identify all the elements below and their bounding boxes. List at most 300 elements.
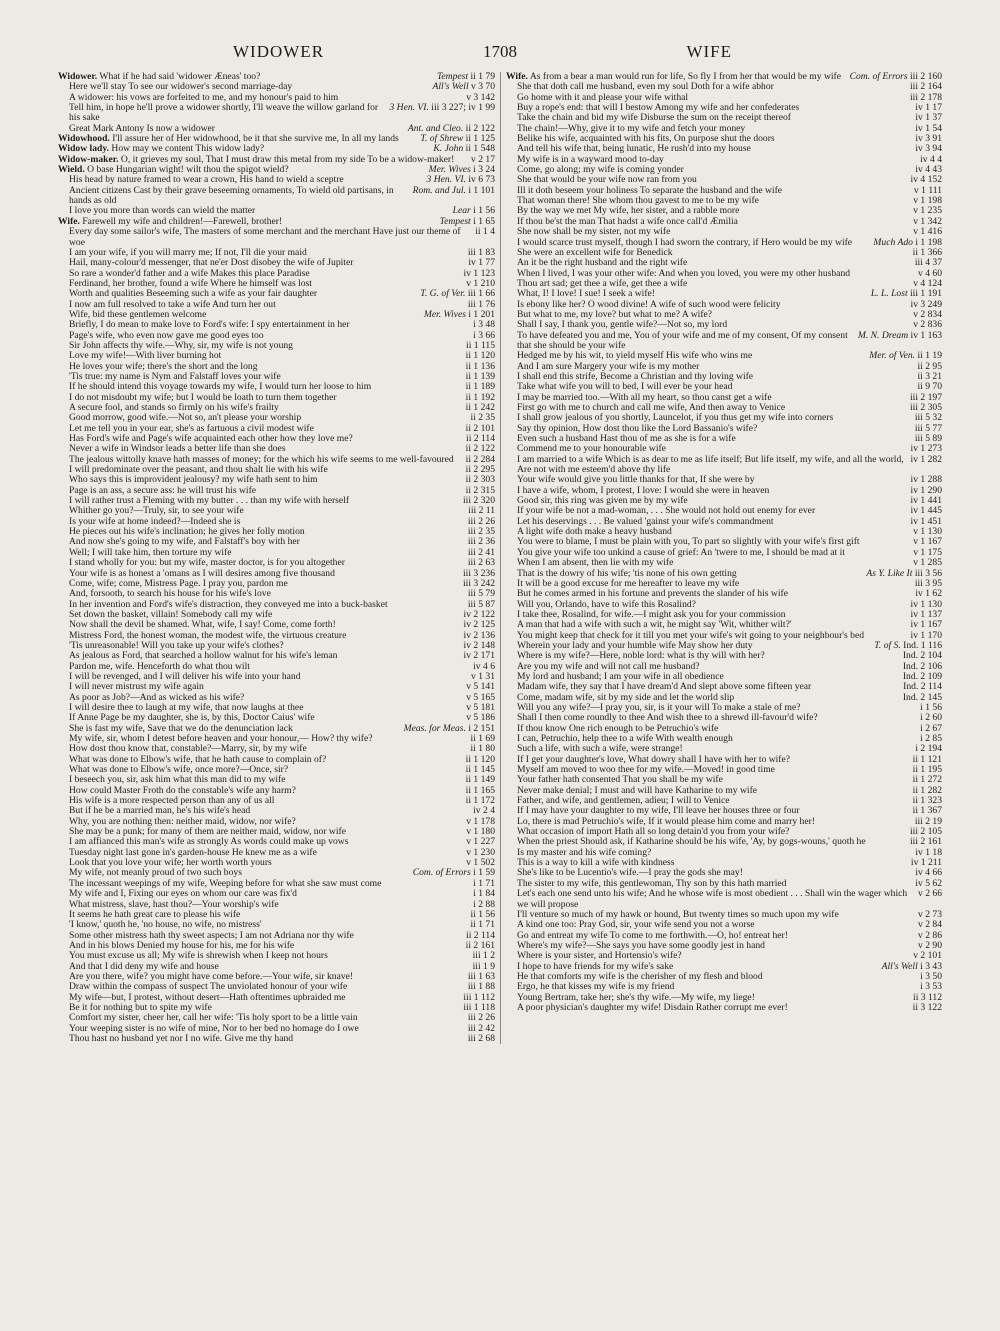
quotation-text: O base Hungarian wight! wilt thou the spigot wield? xyxy=(87,164,289,176)
quotation-text: Let's each one send unto his wife; And he whose wife is most obedient . . . Shall win the wager which we will propose xyxy=(517,888,908,910)
play-title: Ant. and Cleo. xyxy=(407,122,464,134)
quotation-text: She were an excellent wife for Benedick xyxy=(517,246,673,258)
quotation-text: It will be a good excuse for me hereafter to leave my wife xyxy=(517,577,740,589)
quotation-text: 'I know,' quoth he, 'no house, no wife, no mistress' xyxy=(69,919,262,931)
page-number: 1708 xyxy=(483,42,517,61)
quotation-text: Go and entreat my wife To come to me forthwith.—O, ho! entreat her! xyxy=(517,929,788,941)
quotation-text: Belike his wife, acquainted with his fits, On purpose shut the doors xyxy=(517,133,775,145)
act-scene-line: ii 1 165 xyxy=(465,784,495,796)
act-scene-line: iii 2 320 xyxy=(463,495,495,507)
act-scene-line: iv 1 445 xyxy=(910,505,942,517)
citation xyxy=(471,227,495,237)
quotation-text: Is your wife at home indeed?—Indeed she is xyxy=(69,515,241,527)
quotation-text: Whither go you?—Truly, sir, to see your wife xyxy=(69,505,244,517)
quotation-text: This is a way to kill a wife with kindness xyxy=(517,857,675,869)
quotation-text: Where is my wife?—Here, noble lord: what is thy will with her? xyxy=(517,650,765,662)
act-scene-line: i 3 66 xyxy=(473,329,495,341)
quotation-text: Even such a husband Hast thou of me as she is for a wife xyxy=(517,433,736,445)
quotation-text: I beseech you, sir, ask him what this man did to my wife xyxy=(69,774,286,786)
act-scene-line: iii 2 68 xyxy=(467,1032,495,1044)
act-scene-line: i 1 56 xyxy=(473,205,495,217)
right-column xyxy=(500,72,942,1044)
act-scene-line: iv 2 136 xyxy=(463,629,495,641)
act-scene-line: iv 4 6 xyxy=(473,660,495,672)
quotation-text: Why, you are nothing then: neither maid, widow, nor wife? xyxy=(69,815,296,827)
quotation-text: I am your wife, if you will marry me; If not, I'll die your maid xyxy=(69,246,307,258)
act-scene-line: ii 1 189 xyxy=(465,381,495,393)
quotation-text: Is my master and his wife coming? xyxy=(517,846,652,858)
play-title: As Y. Like It xyxy=(866,567,913,579)
act-scene-line: ii 2 303 xyxy=(465,474,495,486)
quotation-text: If I get your daughter's love, What dowry shall I have with her to wife? xyxy=(517,753,791,765)
act-scene-line: ii 1 282 xyxy=(912,784,942,796)
quotation-text: What was done to Elbow's wife, that he hath cause to complain of? xyxy=(69,753,327,765)
quotation-text: Set down the basket, villain! Somebody call my wife xyxy=(69,608,273,620)
running-head-right: WIFE xyxy=(686,42,732,61)
play-title: 3 Hen. VI. xyxy=(389,102,429,114)
act-scene-line: Ind. 2 104 xyxy=(902,650,942,662)
play-title: Tempest xyxy=(436,72,469,82)
play-title: Com. of Errors xyxy=(412,867,471,879)
act-scene-line: ii 1 120 xyxy=(465,753,495,765)
act-scene-line: ii 2 122 xyxy=(465,443,495,455)
act-scene-line: iii 2 19 xyxy=(914,815,942,827)
act-scene-line: iii 2 305 xyxy=(910,402,942,413)
act-scene-line: ii 1 121 xyxy=(912,753,942,765)
act-scene-line: v 4 124 xyxy=(913,277,942,289)
quotation-text: It seems he hath great care to please his wife xyxy=(69,908,241,920)
act-scene-line: ii 3 21 xyxy=(917,370,942,382)
quotation-text: Take what wife you will to bed, I will ever be your head xyxy=(517,381,733,393)
quotation-text: I am affianced this man's wife as strongly As words could make up vows xyxy=(69,836,349,848)
act-scene-line: iv 1 273 xyxy=(910,443,942,455)
quotation-text: The sister to my wife, this gentlewoman, Thy son by this hath married xyxy=(517,877,787,889)
quotation-text: And tell his wife that, being lunatic, He rush'd into my house xyxy=(517,143,751,155)
quotation-text: Myself am moved to woo thee for my wife.—Moved! in good time xyxy=(517,764,775,776)
headword: Widow lady. xyxy=(58,143,110,155)
quotation-text: Your wife is as honest a 'omans as I will desires among five thousand xyxy=(69,567,335,579)
quotation-text: Such a life, with such a wife, were strange! xyxy=(517,743,683,755)
act-scene-line: v 5 141 xyxy=(466,681,495,693)
act-scene-line: iii 2 164 xyxy=(910,81,942,93)
quotation-entry xyxy=(506,331,942,352)
quotation-text: Never a wife in Windsor leads a better life than she does xyxy=(69,443,286,455)
act-scene-line: i 1 65 xyxy=(473,215,495,227)
quotation-text: His wife is a more respected person than any of us all xyxy=(69,795,275,807)
act-scene-line: v 5 181 xyxy=(466,701,495,713)
quotation-text: Take the chain and bid my wife Disburse the sum on the receipt thereof xyxy=(517,112,791,124)
act-scene-line: iii 2 42 xyxy=(467,1022,495,1034)
act-scene-line: iv 1 282 xyxy=(910,453,942,465)
quotation-text: But if he be a married man, he's his wife's head xyxy=(69,805,251,817)
quotation-text: But he comes armed in his fortune and prevents the slander of his wife xyxy=(517,588,788,600)
quotation-text: How dost thou know that, constable?—Marry, sir, by my wife xyxy=(69,743,307,755)
play-title: 3 Hen. VI. xyxy=(426,174,466,186)
quotation-entry xyxy=(58,227,495,248)
quotation-text: What, I! I love! I sue! I seek a wife! xyxy=(517,288,655,300)
quotation-text: Your wife would give you little thanks for that, If she were by xyxy=(517,474,755,486)
act-scene-line: ii 2 35 xyxy=(470,412,495,424)
play-title: All's Well xyxy=(881,960,918,972)
quotation-text: What mistress, slave, hast thou?—Your worship's wife xyxy=(69,898,279,910)
play-title: All's Well xyxy=(432,81,469,93)
act-scene-line: v 5 165 xyxy=(466,691,495,703)
act-scene-line: i 2 85 xyxy=(920,733,942,744)
act-scene-line: Ind. 2 114 xyxy=(903,681,942,693)
quotation-text: Ancient citizens Cast by their grave beseeming ornaments, To wield old partisans, in hands as old xyxy=(69,184,394,207)
act-scene-line: v 1 175 xyxy=(913,546,942,558)
act-scene-line: v 2 17 xyxy=(471,153,495,165)
quotation-text: What was done to Elbow's wife, once more?—Once, sir? xyxy=(69,764,289,776)
quotation-text: If he should intend this voyage towards my wife, I would turn her loose to him xyxy=(69,381,372,393)
act-scene-line: ii 2 295 xyxy=(465,464,495,476)
act-scene-line: ii 1 195 xyxy=(912,764,942,776)
quotation-text: That is the dowry of his wife; 'tis none of his own getting xyxy=(517,567,737,579)
quotation-text: Hedged me by his wit, to yield myself His wife who wins me xyxy=(517,350,753,362)
quotation-text: Draw within the compass of suspect The unviolated honour of your wife xyxy=(69,981,348,993)
act-scene-line: iv 3 91 xyxy=(915,133,942,145)
quotation-text: If thou be'st the man That hadst a wife once call'd Æmilia xyxy=(517,215,738,227)
quotation-text: Tell him, in hope he'll prove a widower shortly, I'll weave the willow garland for his sake xyxy=(69,102,379,124)
play-title: M. N. Dream xyxy=(857,329,909,341)
quotation-text: My wife, sir, whom I detest before heaven and your honour,— How? thy wife? xyxy=(69,733,373,744)
play-title: K. John xyxy=(433,143,464,155)
quotation-text: How may we content This widow lady? xyxy=(111,143,265,155)
act-scene-line: ii 2 122 xyxy=(465,122,495,134)
quotation-text: How could Master Froth do the constable's wife any harm? xyxy=(69,784,296,796)
act-scene-line: ii 1 120 xyxy=(465,350,495,362)
quotation-text: I now am full resolved to take a wife And turn her out xyxy=(69,298,276,310)
quotation-text: What if he had said 'widower Æneas' too? xyxy=(99,72,261,82)
act-scene-line: iv 5 62 xyxy=(915,877,942,889)
act-scene-line: iv 4 66 xyxy=(915,867,942,879)
quotation-text: The jealous wittolly knave hath masses of money; for the which his wife seems to me well-favoured xyxy=(69,453,454,465)
act-scene-line: v 3 142 xyxy=(466,91,495,103)
act-scene-line: v 1 502 xyxy=(466,857,495,869)
quotation-text: When the priest Should ask, if Katharine should be his wife, 'Ay, by gogs-wouns,' quoth he xyxy=(517,836,866,848)
play-title: Much Ado xyxy=(873,236,913,248)
quotation-text: A kind one too: Pray God, sir, your wife send you not a worse xyxy=(517,919,755,931)
quotation-text: Wherein your lady and your humble wife May show her duty xyxy=(517,639,753,651)
quotation-text: Buy a rope's end: that will I bestow Among my wife and her confederates xyxy=(517,102,800,114)
quotation-entry xyxy=(506,889,942,910)
act-scene-line: i 1 201 xyxy=(468,308,495,320)
act-scene-line: iii 1 76 xyxy=(467,298,495,310)
act-scene-line: iv 2 171 xyxy=(463,650,495,662)
act-scene-line: iii 3 236 xyxy=(463,567,495,579)
act-scene-line: iii 2 35 xyxy=(467,526,495,538)
quotation-entry xyxy=(506,455,942,476)
quotation-text: Every day some sailor's wife, The masters of some merchant and the merchant Have just our theme of woe xyxy=(69,226,461,248)
act-scene-line: iv 1 163 xyxy=(910,329,942,341)
quotation-text: Come, madam wife, sit by my side and let the world slip xyxy=(517,691,735,703)
play-title: Mer. Wives xyxy=(428,164,471,176)
quotation-text: As from a bear a man would run for life, So fly I from her that would be my wife xyxy=(529,72,841,82)
act-scene-line: ii 3 122 xyxy=(912,1001,942,1013)
quotation-text: Worth and qualities Beseeming such a wife as your fair daughter xyxy=(69,288,318,300)
quotation-text: Will you any wife?—I pray you, sir, is it your will To make a stale of me? xyxy=(517,701,801,713)
act-scene-line: iv 1 170 xyxy=(910,629,942,641)
act-scene-line: ii 1 71 xyxy=(470,919,495,931)
act-scene-line: iii 1 63 xyxy=(467,970,495,982)
quotation-text: I will rather trust a Fleming with my butter . . . than my wife with herself xyxy=(69,495,350,507)
quotation-text: I shall end this strife, Become a Christian and thy loving wife xyxy=(517,370,754,382)
citation xyxy=(409,186,495,196)
quotation-text: As poor as Job?—And as wicked as his wife? xyxy=(69,691,245,703)
play-title: Meas. for Meas. xyxy=(403,722,466,734)
act-scene-line: v 2 834 xyxy=(913,308,942,320)
act-scene-line: iii 2 197 xyxy=(910,391,942,403)
act-scene-line: Ind. 2 145 xyxy=(902,691,942,703)
act-scene-line: v 2 101 xyxy=(913,950,942,962)
act-scene-line: v 1 227 xyxy=(466,836,495,848)
act-scene-line: iii 2 161 xyxy=(910,836,942,848)
act-scene-line: ii 2 95 xyxy=(917,360,942,372)
quotation-text: Be it for nothing but to spite my wife xyxy=(69,1001,212,1013)
quotation-text: Commend me to your honourable wife xyxy=(517,443,666,455)
quotation-text: My wife is in a wayward mood to-day xyxy=(517,153,664,165)
act-scene-line: iii 1 88 xyxy=(467,981,495,993)
act-scene-line: iv 4 43 xyxy=(915,164,942,176)
act-scene-line: iii 2 160 xyxy=(910,72,942,82)
quotation-text: I will be revenged, and I will deliver his wife into your hand xyxy=(69,670,301,682)
quotation-text: He loves your wife; there's the short and the long xyxy=(69,360,258,372)
quotation-text: If I may have your daughter to my wife, I'll leave her houses three or four xyxy=(517,805,800,817)
quotation-text: You might keep that check for it till you met your wife's wit going to your neighbour's bed xyxy=(517,629,865,641)
act-scene-line: iv 1 130 xyxy=(910,598,942,610)
act-scene-line: ii 1 172 xyxy=(465,795,495,807)
quotation-text: Thou hast no husband yet nor I no wife. Give me thy hand xyxy=(69,1032,294,1044)
act-scene-line: i 2 151 xyxy=(468,722,495,734)
act-scene-line: iii 4 37 xyxy=(914,257,942,269)
act-scene-line: iv 3 94 xyxy=(915,143,942,155)
quotation-text: I will desire thee to laugh at my wife, that now laughs at thee xyxy=(69,701,304,713)
quotation-text: Pardon me, wife. Henceforth do what thou wilt xyxy=(69,660,250,672)
act-scene-line: v 1 285 xyxy=(913,557,942,569)
quotation-text: Tuesday night last gone in's garden-house He knew me as a wife xyxy=(69,846,317,858)
quotation-text: I take thee, Rosalind, for wife.—I might ask you for your commission xyxy=(517,608,786,620)
act-scene-line: iii 5 89 xyxy=(914,433,942,445)
act-scene-line: v 1 235 xyxy=(913,205,942,217)
act-scene-line: i 1 71 xyxy=(473,877,495,889)
play-title: T. of Shrew xyxy=(420,133,464,145)
quotation-text: Will you, Orlando, have to wife this Rosalind? xyxy=(517,598,696,610)
quotation-text: Ergo, he that kisses my wife is my friend xyxy=(517,981,675,993)
act-scene-line: iii 2 26 xyxy=(467,515,495,527)
quotation-text: Hail, many-colour'd messenger, that ne'er Dost disobey the wife of Jupiter xyxy=(69,257,354,269)
act-scene-line: iii 2 63 xyxy=(467,557,495,569)
headword: Widow-maker. xyxy=(58,153,119,165)
quotation-text: And that I did deny my wife and house xyxy=(69,960,219,972)
quotation-text: That woman there! She whom thou gavest to me to be my wife xyxy=(517,195,759,207)
quotation-text: The chain!—Why, give it to my wife and fetch your money xyxy=(517,122,746,134)
quotation-entry xyxy=(506,1003,942,1013)
act-scene-line: iv 3 249 xyxy=(910,298,942,310)
act-scene-line: iii 5 79 xyxy=(467,588,495,600)
act-scene-line: iv 6 73 xyxy=(468,174,495,186)
act-scene-line: i 1 84 xyxy=(473,888,495,900)
play-title: T. G. of Ver. xyxy=(420,288,466,300)
quotation-text: Are you my wife and will not call me husband? xyxy=(517,660,700,672)
quotation-text: Wife, bid these gentlemen welcome xyxy=(69,308,207,320)
quotation-text: Young Bertram, take her; she's thy wife.—My wife, my liege! xyxy=(517,991,755,1003)
act-scene-line: ii 1 56 xyxy=(470,908,495,920)
act-scene-line: v 3 70 xyxy=(471,81,495,93)
play-title: Mer. Wives xyxy=(423,308,466,320)
act-scene-line: iii 3 95 xyxy=(914,577,942,589)
act-scene-line: ii 2 284 xyxy=(465,453,495,465)
quotation-text: I shall grow jealous of you shortly, Launcelot, if you thus get my wife into corners xyxy=(517,412,834,424)
act-scene-line: Ind. 2 109 xyxy=(902,670,942,682)
act-scene-line: v 2 90 xyxy=(918,939,942,951)
quotation-text: Let me tell you in your ear, she's as fartuous a civil modest wife xyxy=(69,422,314,434)
act-scene-line: v 1 230 xyxy=(466,846,495,858)
quotation-text: A man that had a wife with such a wit, he might say 'Wit, whither wilt?' xyxy=(517,619,792,631)
act-scene-line: v 2 73 xyxy=(918,908,942,920)
act-scene-line: ii 1 115 xyxy=(466,339,495,351)
act-scene-line: i 1 101 xyxy=(468,184,495,196)
quotation-text: Come, wife; come, Mistress Page. I pray you, pardon me xyxy=(69,577,288,589)
play-title: Tempest xyxy=(439,215,471,227)
quotation-text: And now she's going to my wife, and Falstaff's boy with her xyxy=(69,536,300,548)
play-title: T. of S. xyxy=(874,639,901,651)
act-scene-line: iv 2 122 xyxy=(463,608,495,620)
act-scene-line: ii 1 323 xyxy=(912,795,942,807)
act-scene-line: iv 1 18 xyxy=(915,846,942,858)
act-scene-line: v 1 31 xyxy=(471,670,495,682)
quotation-text: Look that you love your wife; her worth worth yours xyxy=(69,857,272,869)
act-scene-line: i 2 88 xyxy=(473,898,495,910)
columns xyxy=(58,72,942,1044)
quotation-text: Ferdinand, her brother, found a wife Where he himself was lost xyxy=(69,277,312,289)
quotation-text: He that comforts my wife is the cherisher of my flesh and blood xyxy=(517,970,763,982)
act-scene-line: i 2 60 xyxy=(920,712,942,724)
act-scene-line: ii 1 145 xyxy=(465,764,495,776)
quotation-text: I do not misdoubt my wife; but I would be loath to turn them together xyxy=(69,391,337,403)
act-scene-line: ii 1 125 xyxy=(465,133,495,145)
act-scene-line: Ind. 1 116 xyxy=(903,639,942,651)
quotation-text: Some other mistress hath thy sweet aspects; I am not Adriana nor thy wife xyxy=(69,929,354,941)
left-column xyxy=(58,72,500,1044)
citation xyxy=(909,1003,942,1013)
quotation-text: Comfort my sister, cheer her, call her wife: 'Tis holy sport to be a little vain xyxy=(69,1012,358,1024)
act-scene-line: v 1 342 xyxy=(913,215,942,227)
headword: Widower. xyxy=(58,72,98,82)
quotation-text: She is fast my wife, Save that we do the denunciation lack xyxy=(69,722,293,734)
quotation-text: Ill it doth beseem your holiness To separate the husband and the wife xyxy=(517,184,783,196)
quotation-text: My lord and husband; I am your wife in all obedience xyxy=(517,670,724,682)
act-scene-line: ii 1 80 xyxy=(470,743,495,755)
quotation-text: I love you more than words can wield the matter xyxy=(69,205,256,217)
act-scene-line: iii 2 11 xyxy=(468,505,495,517)
act-scene-line: i 3 24 xyxy=(473,164,495,176)
act-scene-line: ii 1 4 xyxy=(475,226,495,238)
quotation-text: Good morrow, good wife.—Not so, an't please your worship xyxy=(69,412,302,424)
act-scene-line: iv 1 451 xyxy=(910,515,942,527)
quotation-text: If thou know One rich enough to be Petruchio's wife xyxy=(517,722,719,734)
act-scene-line: iii 3 56 xyxy=(914,567,942,579)
act-scene-line: i 3 48 xyxy=(473,319,495,331)
act-scene-line: v 1 416 xyxy=(913,226,942,238)
act-scene-line: iv 1 123 xyxy=(463,267,495,279)
quotation-text: Your father hath consented That you shall be my wife xyxy=(517,774,723,786)
quotation-text: Page's wife, who even now gave me good eyes too xyxy=(69,329,264,341)
quotation-text: She's like to be Lucentio's wife.—I pray the gods she may! xyxy=(517,867,743,879)
quotation-text: I'll venture so much of my hawk or hound, But twenty times so much upon my wife xyxy=(517,908,839,920)
quotation-text: Say thy opinion, How dost thou like the Lord Bassanio's wife? xyxy=(517,422,758,434)
act-scene-line: i 1 59 xyxy=(473,867,495,879)
quotation-text: Are you there, wife? you might have come before.—Your wife, sir knave! xyxy=(69,970,354,982)
quotation-text: Father, and wife, and gentlemen, adieu; I will to Venice xyxy=(517,795,730,807)
quotation-text: Love my wife!—With liver burning hot xyxy=(69,350,222,362)
act-scene-line: v 1 180 xyxy=(466,826,495,838)
quotation-text: I'll assure her of Her widowhood, be it that she survive me, In all my lands xyxy=(112,133,399,145)
act-scene-line: iv 4 152 xyxy=(910,174,942,186)
quotation-text: Thou art sad; get thee a wife, get thee a wife xyxy=(517,277,688,289)
act-scene-line: ii 1 149 xyxy=(465,774,495,786)
quotation-text: Where is your sister, and Hortensio's wife? xyxy=(517,950,682,962)
act-scene-line: iii 5 87 xyxy=(467,598,495,610)
act-scene-line: i 1 56 xyxy=(920,701,942,713)
quotation-text: Where's my wife?—She says you have some goodly jest in hand xyxy=(517,939,765,951)
act-scene-line: ii 1 79 xyxy=(470,72,495,82)
quotation-entry xyxy=(58,186,495,207)
quotation-entry xyxy=(58,1034,495,1044)
act-scene-line: ii 2 101 xyxy=(465,422,495,434)
play-title: Rom. and Jul. xyxy=(412,184,466,196)
act-scene-line: ii 1 242 xyxy=(465,402,495,413)
quotation-text: Well; I will take him, then torture my wife xyxy=(69,546,232,558)
act-scene-line: ii 1 136 xyxy=(465,360,495,372)
act-scene-line: v 1 210 xyxy=(466,277,495,289)
act-scene-line: v 2 66 xyxy=(918,888,942,900)
act-scene-line: ii 3 112 xyxy=(913,991,942,1003)
act-scene-line: iii 2 105 xyxy=(910,826,942,838)
quotation-text: Mistress Ford, the honest woman, the modest wife, the virtuous creature xyxy=(69,629,347,641)
quotation-text: If Anne Page be my daughter, she is, by this, Doctor Caius' wife xyxy=(69,712,315,724)
quotation-text: Let his deservings . . . Be valued 'gainst your wife's commandment xyxy=(517,515,774,527)
quotation-text: 'Tis true: my name is Nym and Falstaff loves your wife xyxy=(69,370,281,382)
quotation-text: And I am sure Margery your wife is my mother xyxy=(517,360,700,372)
quotation-text: My wife and I, Fixing our eyes on whom our care was fix'd xyxy=(69,888,297,900)
act-scene-line: ii 2 315 xyxy=(465,484,495,496)
act-scene-line: iii 1 83 xyxy=(467,246,495,258)
quotation-text: 'Tis unreasonable! Will you take up your wife's clothes? xyxy=(69,639,284,651)
act-scene-line: iii 2 41 xyxy=(467,546,495,558)
quotation-text: Farewell my wife and children!—Farewell, brother! xyxy=(82,215,283,227)
act-scene-line: iv 4 4 xyxy=(920,153,942,165)
quotation-text: By the way we met My wife, her sister, and a rabble more xyxy=(517,205,740,217)
act-scene-line: iii 2 26 xyxy=(467,1012,495,1024)
act-scene-line: ii 9 70 xyxy=(917,381,942,393)
act-scene-line: iii 1 9 xyxy=(472,960,495,972)
headword: Wield. xyxy=(58,164,85,176)
quotation-text: I hope to have friends for my wife's sake xyxy=(517,960,674,972)
quotation-text: My wife—but, I protest, without desert—Hath oftentimes upbraided me xyxy=(69,991,346,1003)
act-scene-line: iii 1 118 xyxy=(463,1001,495,1013)
quotation-text: When I am absent, then lie with my wife xyxy=(517,557,674,569)
quotation-text: A widower: his vows are forfeited to me, and my honour's paid to him xyxy=(69,91,339,103)
citation xyxy=(464,1034,495,1044)
act-scene-line: iv 1 288 xyxy=(910,474,942,486)
quotation-text: He pieces out his wife's inclination; he gives her folly motion xyxy=(69,526,305,538)
act-scene-line: v 2 84 xyxy=(918,919,942,931)
quotation-text: Briefly, I do mean to make love to Ford's wife: I spy entertainment in her xyxy=(69,319,350,331)
act-scene-line: iii 2 36 xyxy=(467,536,495,548)
act-scene-line: v 1 167 xyxy=(913,536,942,548)
act-scene-line: iii 1 191 xyxy=(910,288,942,300)
act-scene-line: iii 1 112 xyxy=(463,991,495,1003)
